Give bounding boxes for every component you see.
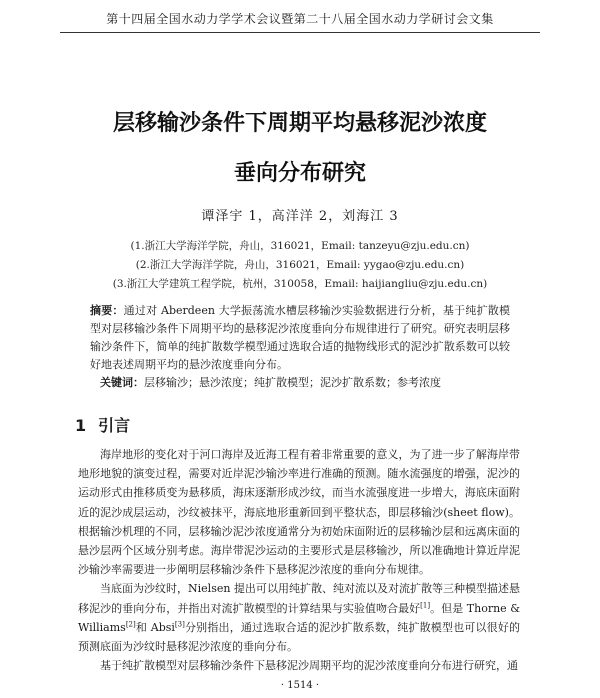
body-paragraph-3: 基于纯扩散模型对层移输沙条件下悬移泥沙周期平均的泥沙浓度垂向分布进行研究，通 <box>100 659 518 673</box>
p2-text-a: 当底面为沙纹时，Nielsen 提出可以用纯扩散、纯对流以及对流扩散等三种模型描述悬移泥沙的垂向分布，并指出对流扩散模型的计算结果与实验值吻合最好 <box>78 582 520 615</box>
body-paragraph-1: 海岸地形的变化对于河口海岸及近海工程有着非常重要的意义，为了进一步了解海岸带地形地貌的演变过程，需要对近岸泥沙输沙率进行准确的预测。随水流强度的增强，泥沙的运动形式由推移质变为悬移质，海床逐渐形成沙纹，而当水流强度进一步增大，海底床面附近的泥沙成层运动，沙纹被抹平，海底地形重新回到平整状态，即层移输沙(sheet flow)。根据输沙机理的不同，层移输沙泥沙浓度通常分为初始床面附近的层移输沙层和远离床面的悬沙层两个区域分别考虑。海岸带泥沙运动的主要形式是层移输沙，所以准确地计算近岸泥沙输沙率需要进一步阐明层移输沙条件下悬移泥沙浓度的垂向分布规律。 <box>78 448 520 577</box>
body-paragraph-2 <box>78 579 520 656</box>
section-number: 1 <box>75 416 87 435</box>
citation-2: [2] <box>125 620 136 629</box>
section-title: 引言 <box>98 416 131 435</box>
p2-text-d: 分别指出，通过选取合适的泥沙扩散系数，纯扩散模型也可以很好的预测底面为沙纹时悬移泥沙浓度的垂向分布。 <box>78 620 520 654</box>
abstract-text: 通过对 Aberdeen 大学振荡流水槽层移输沙实验数据进行分析，基于纯扩散模型对层移输沙条件下周期平均的悬移泥沙浓度垂向分布规律进行了研究。研究表明层移输沙条件下，简单的纯扩散数学模型通过选取合适的抛物线形式的泥沙扩散系数可以较好地表述周期平均的悬沙浓度垂向分布。 <box>90 304 511 371</box>
page-number: · 1514 · <box>280 680 320 691</box>
keywords-text: 层移输沙；悬沙浓度；纯扩散模型；泥沙扩散系数；参考浓度 <box>144 376 441 389</box>
p2-text-b: 。但是 Thorne & Williams <box>78 601 521 634</box>
citation-3: [3] <box>174 620 185 629</box>
author-list: 谭泽宇 1，高洋洋 2，刘海江 3 <box>201 209 399 224</box>
affiliation-1: (1.浙江大学海洋学院，舟山，316021，Email: tanzeyu@zju.edu.cn) <box>130 240 470 252</box>
affiliation-2: (2.浙江大学海洋学院，舟山，316021，Email: yygao@zju.edu.cn) <box>135 259 465 271</box>
abstract-label: 摘要： <box>90 304 124 317</box>
section-heading <box>75 413 130 436</box>
keywords-label: 关键词： <box>100 376 144 389</box>
body-text <box>78 445 520 675</box>
paper-title-line-1: 层移输沙条件下周期平均悬移泥沙浓度 <box>112 111 487 136</box>
running-header: 第十四届全国水动力学学术会议暨第二十八届全国水动力学研讨会文集 <box>60 10 540 33</box>
paper-title-line-2: 垂向分布研究 <box>233 161 366 186</box>
affiliation-3: (3.浙江大学建筑工程学院，杭州，310058，Email: haijiangliu@zju.edu.cn) <box>112 278 488 290</box>
citation-1: [1] <box>420 600 431 609</box>
keywords <box>100 374 510 392</box>
abstract <box>90 302 510 374</box>
p2-text-c: 和 Absi <box>135 620 175 634</box>
